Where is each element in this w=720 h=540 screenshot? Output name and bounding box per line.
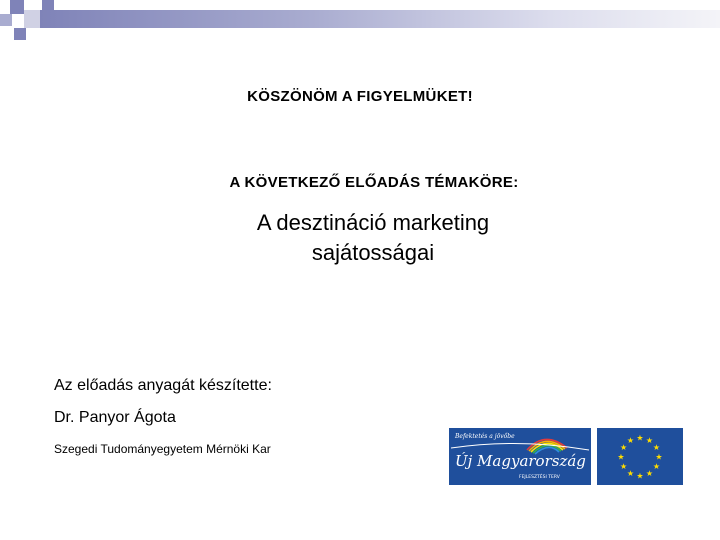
eu-star-icon: ★ <box>619 443 628 452</box>
logo-main-text: Új Magyarország <box>455 452 586 470</box>
author-label: Az előadás anyagát készítette: <box>54 377 272 394</box>
logo-small-text: Befektetés a jövőbe <box>455 433 515 440</box>
logo-sub-text: FEJLESZTÉSI TERV <box>519 475 560 480</box>
eu-star-icon: ★ <box>626 436 635 446</box>
decor-square <box>14 28 26 40</box>
eu-star-icon: ★ <box>617 452 625 462</box>
topic-line-1: A desztináció marketing <box>256 210 490 235</box>
uj-magyarorszag-logo <box>449 428 591 485</box>
eu-star-icon: ★ <box>652 443 661 452</box>
topic-line-2: sajátosságai <box>311 240 435 265</box>
eu-star-icon: ★ <box>626 468 635 478</box>
eu-star-icon: ★ <box>645 468 654 478</box>
eu-flag-graphic <box>597 428 683 485</box>
eu-star-icon: ★ <box>652 462 661 471</box>
decor-square <box>0 14 12 26</box>
author-name: Dr. Panyor Ágota <box>54 409 176 426</box>
author-affiliation: Szegedi Tudományegyetem Mérnöki Kar <box>54 442 271 456</box>
eu-star-icon: ★ <box>655 452 663 462</box>
uj-magyarorszag-logo-graphic <box>449 428 591 485</box>
decor-square <box>10 0 24 14</box>
eu-star-icon: ★ <box>636 471 644 481</box>
eu-star-icon: ★ <box>645 436 654 446</box>
header-gradient-band <box>40 10 720 28</box>
eu-flag-logo <box>597 428 683 485</box>
eu-star-icon: ★ <box>619 462 628 471</box>
next-lecture-heading: A KÖVETKEZŐ ELŐADÁS TÉMAKÖRE: <box>229 174 519 191</box>
thanks-heading: KÖSZÖNÖM A FIGYELMÜKET! <box>247 88 473 105</box>
eu-star-icon: ★ <box>636 433 644 443</box>
lecture-topic <box>0 208 720 268</box>
